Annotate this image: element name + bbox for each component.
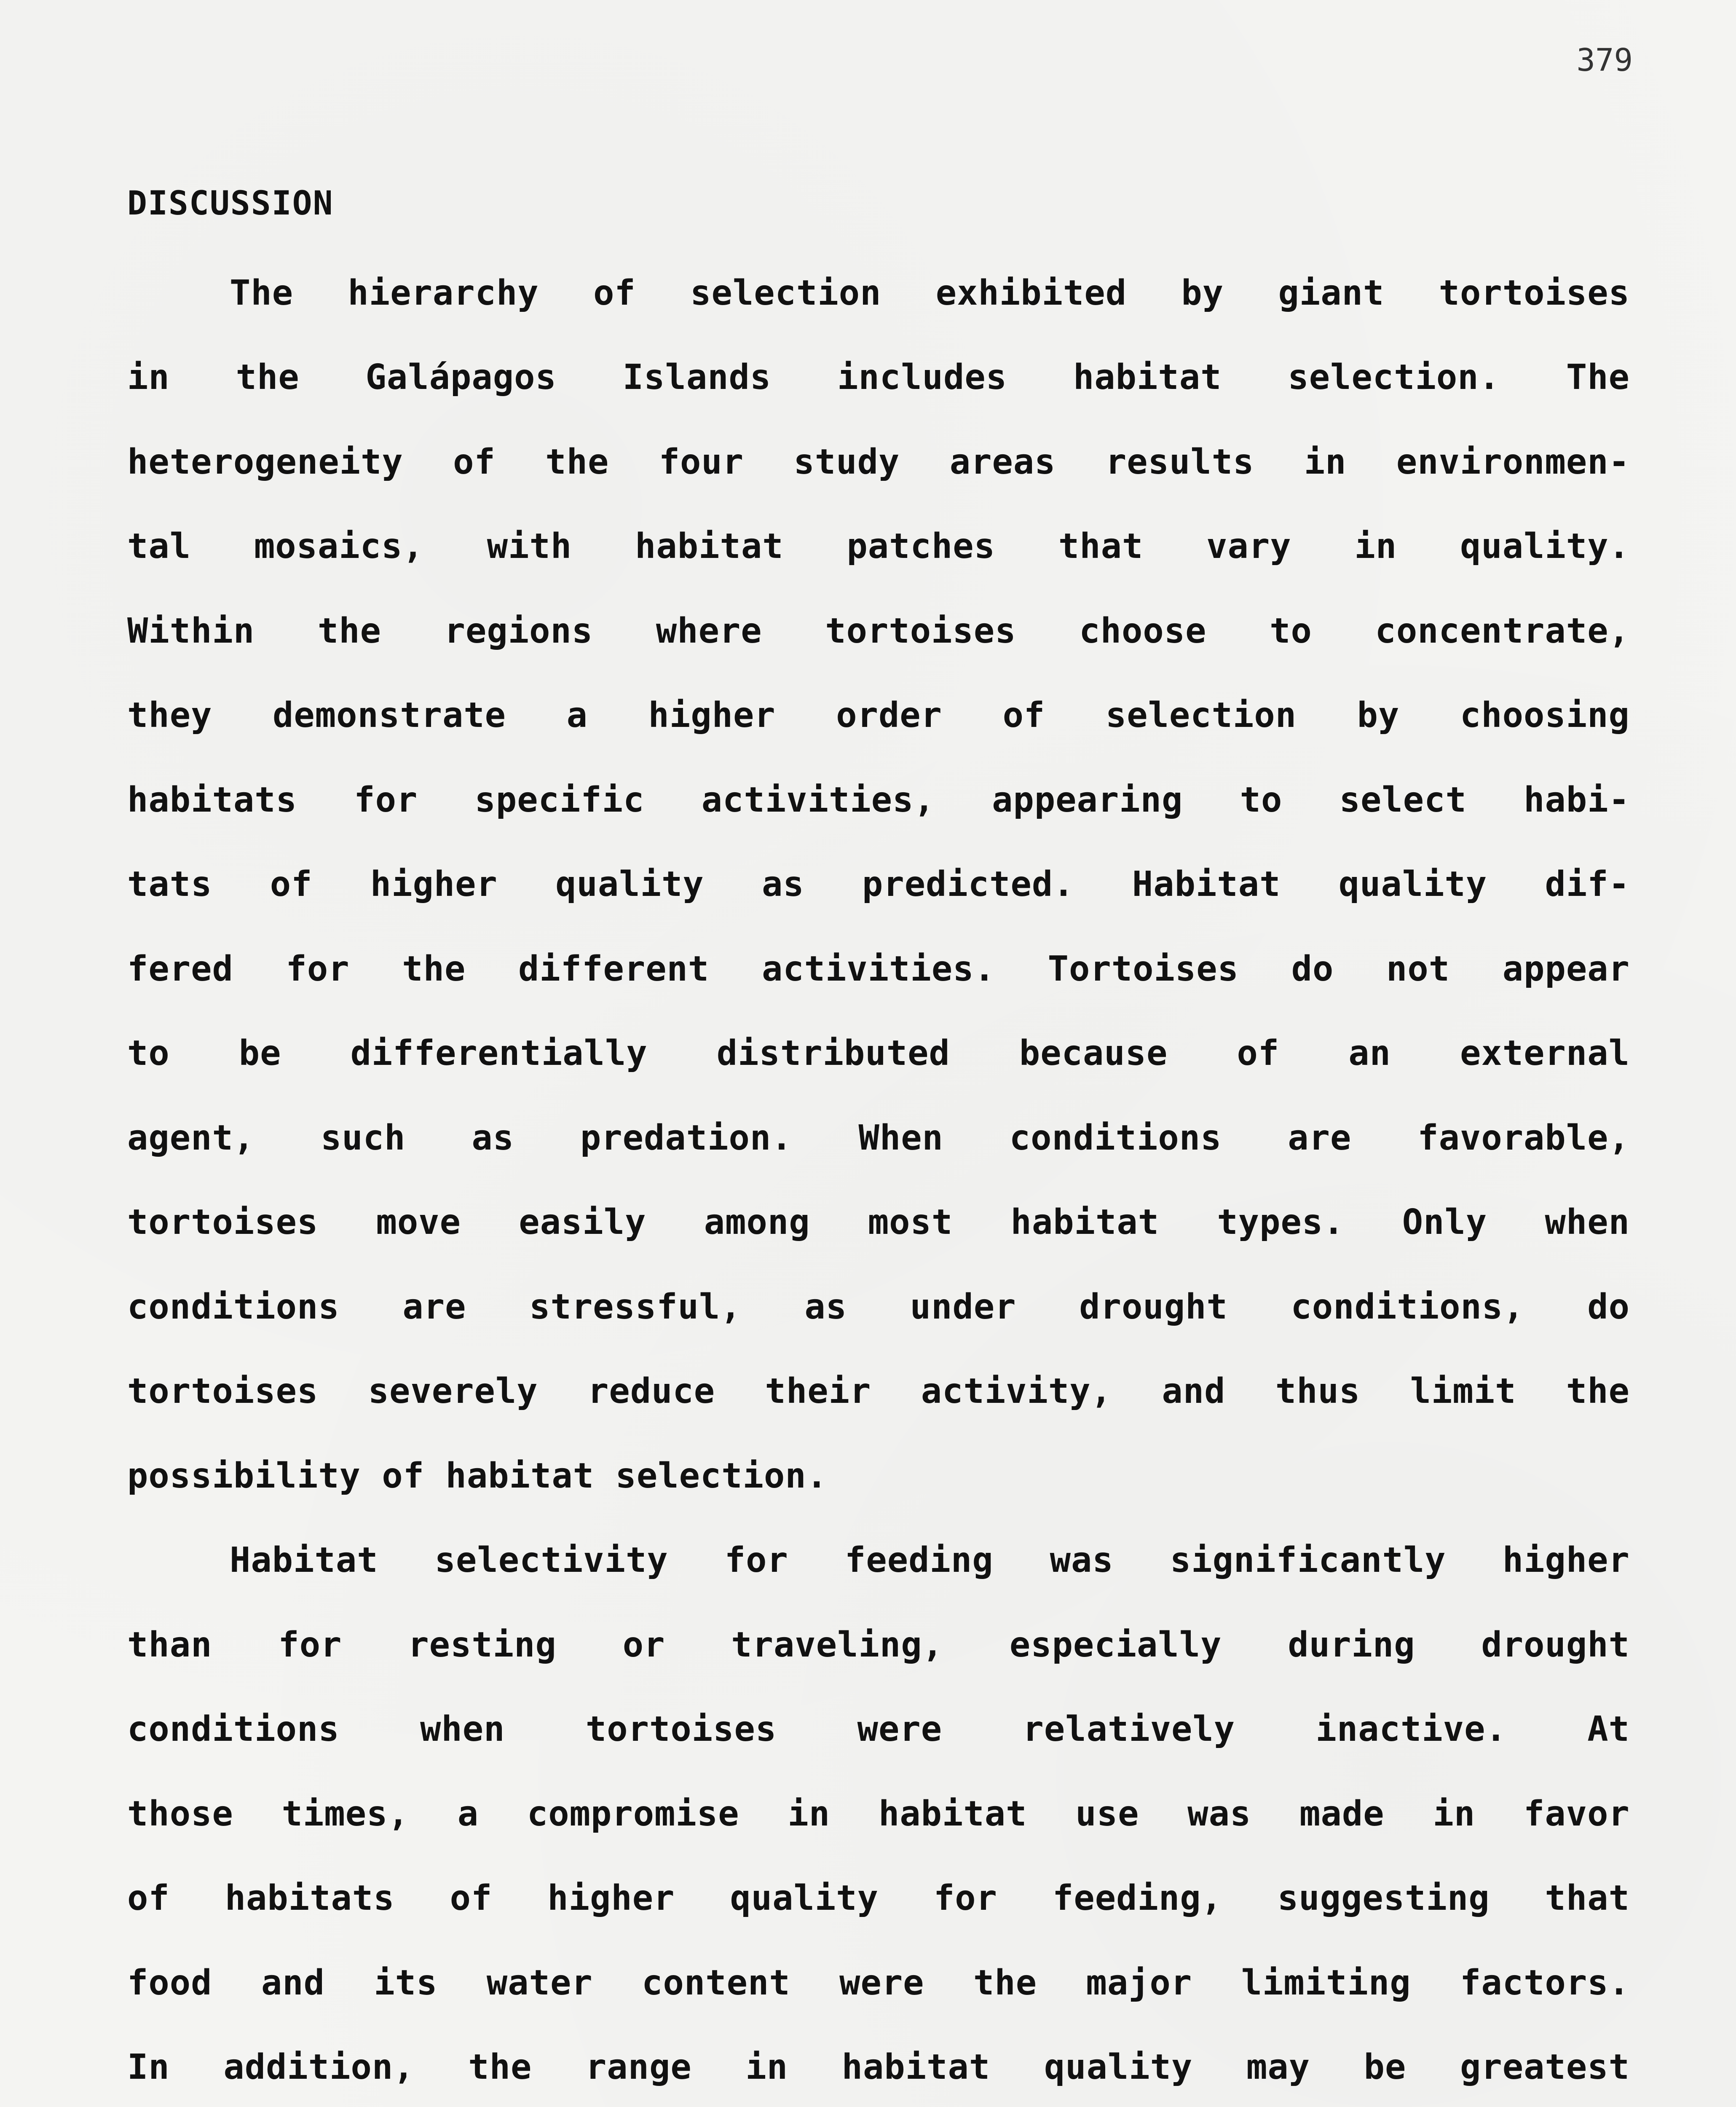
text-line: to be differentially distributed because of an external [127,1033,1630,1073]
text-line: in the Galápagos Islands includes habitat selection. The [127,357,1630,397]
text-line: In addition, the range in habitat quality may be greatest [127,2047,1630,2087]
text-line: they demonstrate a higher order of selection by choosing [127,695,1630,735]
text-line: those times, a compromise in habitat use was made in favor [127,1793,1630,1834]
text-line: than for resting or traveling, especially during drought [127,1624,1630,1665]
text-line: of habitats of higher quality for feeding, suggesting that [127,1878,1630,1918]
text-line: agent, such as predation. When conditions are favorable, [127,1118,1630,1158]
text-line: tortoises severely reduce their activity, and thus limit the [127,1371,1630,1411]
text-line: conditions when tortoises were relatively inactive. At [127,1709,1630,1749]
text-line: Within the regions where tortoises choose to concentrate, [127,611,1630,651]
text-line: tal mosaics, with habitat patches that vary in quality. [127,526,1630,566]
text-line: food and its water content were the major limiting factors. [127,1962,1630,2003]
text-line: The hierarchy of selection exhibited by giant tortoises [230,273,1630,313]
text-line: fered for the different activities. Tortoises do not appear [127,949,1630,989]
section-heading: DISCUSSION [127,185,334,222]
text-line: Habitat selectivity for feeding was significantly higher [230,1540,1630,1580]
text-line: habitats for specific activities, appearing to select habi- [127,780,1630,820]
text-line: possibility of habitat selection. [127,1456,828,1496]
text-line: tortoises move easily among most habitat types. Only when [127,1202,1630,1242]
page-number: 379 [1576,42,1633,78]
text-line: heterogeneity of the four study areas results in environmen- [127,442,1630,482]
text-line: conditions are stressful, as under drought conditions, do [127,1287,1630,1327]
text-line: tats of higher quality as predicted. Habitat quality dif- [127,864,1630,904]
